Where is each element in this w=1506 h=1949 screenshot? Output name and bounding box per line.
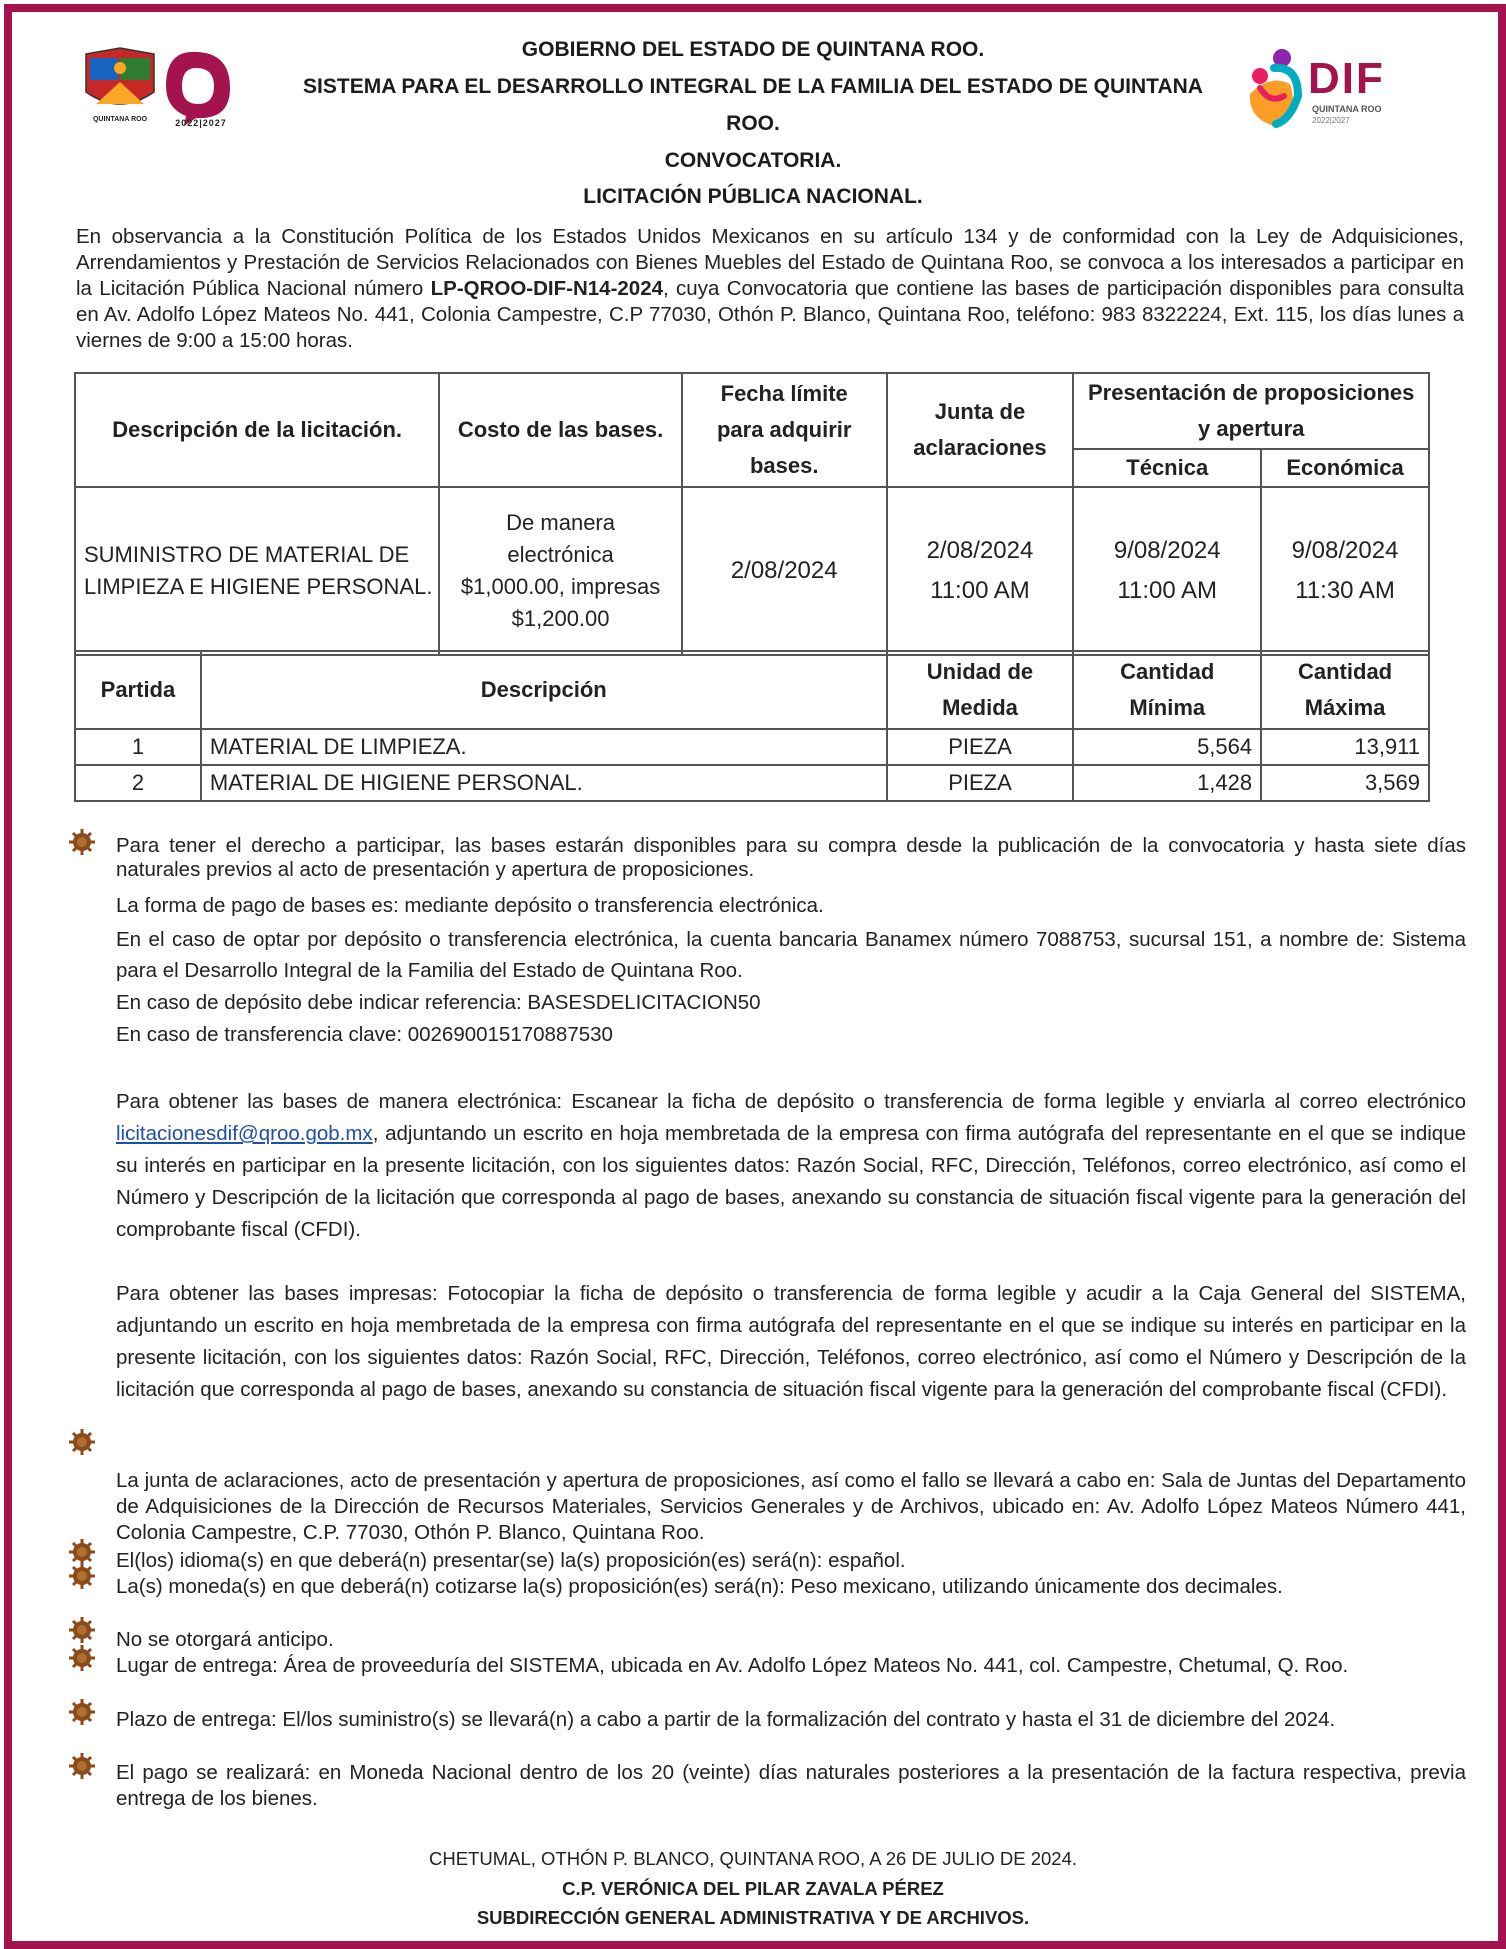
- header-presentation: Presentación de proposiciones y apertura: [1073, 373, 1429, 449]
- gear-bullet-icon: [68, 1644, 96, 1672]
- delivery-place: Lugar de entrega: Área de proveeduría del SISTEMA, ubicada en Av. Adolfo López Mateos No. 441, col. Campestre, Chetumal, Q. Roo.: [116, 1654, 1349, 1677]
- header-junta: Junta de aclaraciones: [887, 373, 1074, 487]
- header-economic: Económica: [1261, 449, 1429, 487]
- advance-note: No se otorgará anticipo.: [116, 1628, 334, 1651]
- row-partida: 1: [75, 729, 201, 765]
- dif-name: DIF: [1308, 54, 1385, 103]
- state-name: QUINTANA ROO: [92, 116, 148, 123]
- items-table: [74, 650, 1430, 802]
- gear-bullet-icon: [68, 1562, 96, 1590]
- header-line-4: CONVOCATORIA.: [664, 149, 842, 172]
- bank-account: En el caso de optar por depósito o transferencia electrónica, la cuenta bancaria Banamex número 7088753, sucursal 151, a nombre de: Sistema para el Desarrollo Integral de la Familia del Estado de Quintana Roo.: [116, 928, 1466, 982]
- printed-bases-paragraph: Para obtener las bases impresas: Fotocopiar la ficha de depósito o transferencia de forma legible y acudir a la Caja General del SISTEMA, adjuntando un escrito en hoja membretada de la empresa con firma autógrafa del representante en el que se indique su interés en participar en la presente licitación, con los siguientes datos: Razón Social, RFC, Dirección, Teléfonos, correo electrónico, así como el Número y Descripción de la licitación que corresponda al pago de bases, anexando su constancia de situación fiscal vigente para la generación del comprobante fiscal (CFDI).: [116, 1282, 1466, 1401]
- row-unit: PIEZA: [887, 765, 1074, 801]
- header-item-description: Descripción: [201, 651, 887, 729]
- payment-method: La forma de pago de bases es: mediante depósito o transferencia electrónica.: [116, 894, 824, 917]
- header-min: Cantidad Mínima: [1073, 651, 1261, 729]
- cell-junta: 2/08/2024 11:00 AM: [887, 487, 1074, 655]
- intro-paragraph: [76, 224, 1464, 354]
- gear-bullet-icon: [68, 1698, 96, 1726]
- intro-text-2: , cuya Convocatoria que contiene las bases de participación disponibles para consulta en Av. Adolfo López Mateos No. 441, Colonia Campestre, C.P 77030, Othón P. Blanco, Quintana Roo, teléfono: 983 8322224, Ext. 115, los días lunes a viernes de 9:00 a 15:00 horas.: [76, 277, 1464, 352]
- dif-state: QUINTANA ROO: [1312, 104, 1382, 114]
- electronic-bases-paragraph: Para obtener las bases de manera electrónica: Escanear la ficha de depósito o transferencia de forma legible y enviarla al correo electrónico licitacionesdif@qroo.gob.mx, adjuntando un escrito en hoja membretada de la empresa con firma autógrafa del representante en el que se indique su interés en participar en la presente licitación, con los siguientes datos: Razón Social, RFC, Dirección, Teléfonos, correo electrónico, así como el Número y Descripción de la licitación que corresponda al pago de bases, anexando su constancia de situación fiscal vigente para la generación del comprobante fiscal (CFDI).: [116, 1090, 1466, 1241]
- language-note: El(los) idioma(s) en que deberá(n) presentar(se) la(s) proposición(es) será(n): español.: [116, 1549, 906, 1572]
- header-description: Descripción de la licitación.: [75, 373, 439, 487]
- header-line-1: GOBIERNO DEL ESTADO DE QUINTANA ROO.: [521, 38, 985, 61]
- cell-description: SUMINISTRO DE MATERIAL DE LIMPIEZA E HIGIENE PERSONAL.: [75, 487, 439, 655]
- government-logos: [80, 46, 255, 135]
- row-max: 3,569: [1261, 765, 1429, 801]
- deposit-reference: En caso de depósito debe indicar referencia: BASESDELICITACION50: [116, 991, 761, 1014]
- tender-number: LP-QROO-DIF-N14-2024: [430, 277, 664, 300]
- header-technical: Técnica: [1073, 449, 1261, 487]
- cell-limit-date: 2/08/2024: [682, 487, 887, 655]
- cell-economic: 9/08/2024 11:30 AM: [1261, 487, 1429, 655]
- cell-cost: De manera electrónica $1,000.00, impresas $1,200.00: [439, 487, 682, 655]
- delivery-term: Plazo de entrega: El/los suministro(s) se llevará(n) a cabo a partir de la formalización del contrato y hasta el 31 de diciembre del 2024.: [116, 1708, 1336, 1731]
- cell-technical: 9/08/2024 11:00 AM: [1073, 487, 1261, 655]
- payment-terms: El pago se realizará: en Moneda Nacional dentro de los 20 (veinte) días naturales posteriores a la presentación de la factura respectiva, previa entrega de los bienes.: [116, 1761, 1466, 1810]
- header-unit: Unidad de Medida: [887, 651, 1074, 729]
- row-min: 1,428: [1073, 765, 1261, 801]
- availability-paragraph: Para tener el derecho a participar, las bases estarán disponibles para su compra desde la publicación de la convocatoria y hasta siete días naturales previos al acto de presentación y apertura de proposiciones.: [116, 834, 1466, 881]
- dif-logo: [1240, 44, 1410, 139]
- gear-bullet-icon: [68, 1752, 96, 1780]
- row-max: 13,911: [1261, 729, 1429, 765]
- row-min: 5,564: [1073, 729, 1261, 765]
- header-cost: Costo de las bases.: [439, 373, 682, 487]
- table-row: [75, 765, 1429, 801]
- gear-bullet-icon: [68, 828, 96, 856]
- dif-period: 2022|2027: [1312, 116, 1350, 125]
- header-limit-date: Fecha límite para adquirir bases.: [682, 373, 887, 487]
- tender-schedule-table: [74, 372, 1430, 656]
- email-link[interactable]: licitacionesdif@qroo.gob.mx: [116, 1122, 373, 1145]
- row-unit: PIEZA: [887, 729, 1074, 765]
- place-date: CHETUMAL, OTHÓN P. BLANCO, QUINTANA ROO, A 26 DE JULIO DE 2024.: [428, 1848, 1078, 1869]
- meeting-location: La junta de aclaraciones, acto de presentación y apertura de proposiciones, así como el fallo se llevará a cabo en: Sala de Juntas del Departamento de Adquisiciones de la Dirección de Recursos Materiales, Servicios Generales y de Archivos, ubicado en: Av. Adolfo López Mateos Número 441, Colonia Campestre, C.P. 77030, Othón P. Blanco, Quintana Roo.: [116, 1469, 1466, 1544]
- intro-text-1: En observancia a la Constitución Política de los Estados Unidos Mexicanos en su artículo 134 y de conformidad con la Ley de Adquisiciones, Arrendamientos y Prestación de Servicios Relacionados con Bienes Muebles del Estado de Quintana Roo, se convoca a los interesados a participar en la Licitación Pública Nacional número: [76, 225, 1464, 300]
- header-line-3: ROO.: [726, 112, 780, 135]
- header-max: Cantidad Máxima: [1261, 651, 1429, 729]
- header-line-2: SISTEMA PARA EL DESARROLLO INTEGRAL DE LA FAMILIA DEL ESTADO DE QUINTANA: [303, 75, 1203, 98]
- currency-note: La(s) moneda(s) en que deberá(n) cotizarse la(s) proposición(es) será(n): Peso mexicano, utilizando únicamente dos decimales.: [116, 1575, 1283, 1598]
- header-partida: Partida: [75, 651, 201, 729]
- row-description: MATERIAL DE HIGIENE PERSONAL.: [201, 765, 887, 801]
- row-partida: 2: [75, 765, 201, 801]
- gear-bullet-icon: [68, 1428, 96, 1456]
- gear-bullet-icon: [68, 1616, 96, 1644]
- row-description: MATERIAL DE LIMPIEZA.: [201, 729, 887, 765]
- period-label: 2022|2027: [175, 118, 227, 128]
- table-row: [75, 729, 1429, 765]
- header-line-5: LICITACIÓN PÚBLICA NACIONAL.: [583, 185, 923, 208]
- transfer-key: En caso de transferencia clave: 002690015170887530: [116, 1023, 613, 1046]
- signer-name: C.P. VERÓNICA DEL PILAR ZAVALA PÉREZ: [562, 1878, 944, 1899]
- signer-office: SUBDIRECCIÓN GENERAL ADMINISTRATIVA Y DE ARCHIVOS.: [476, 1907, 1030, 1928]
